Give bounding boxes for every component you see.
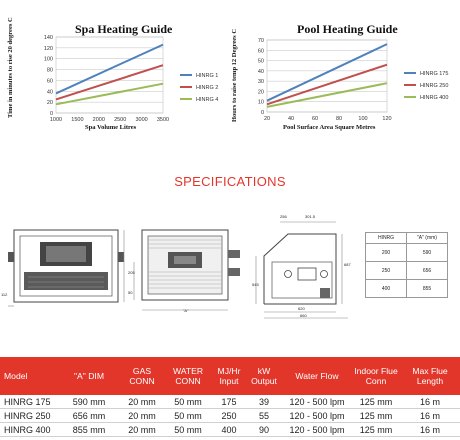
header-water-flow: Water Flow — [282, 357, 352, 395]
y-tick-label: 70 — [257, 38, 264, 44]
specifications-heading: SPECIFICATIONS — [174, 174, 286, 189]
y-tick-label: 120 — [43, 45, 53, 52]
a-dimension-value: 855 — [407, 280, 448, 298]
spa-heating-chart — [0, 0, 230, 170]
cell-water-conn: 50 mm — [164, 409, 212, 423]
dim-205: 205 — [128, 270, 135, 275]
x-tick-label: 3000 — [135, 117, 148, 123]
cell-max-flue: 16 m — [400, 409, 460, 423]
y-tick-label: 100 — [43, 56, 53, 63]
header-indoor-flue: Indoor Flue Conn — [352, 357, 400, 395]
y-tick-label: 0 — [260, 110, 264, 116]
spa-chart-title: Spa Heating Guide — [75, 22, 173, 36]
y-tick-label: 60 — [46, 78, 53, 85]
dim-660: 660 — [300, 313, 307, 318]
x-tick-label: 2500 — [114, 117, 127, 123]
cell-indoor-flue: 125 mm — [352, 423, 400, 437]
cell-max-flue: 16 m — [400, 423, 460, 437]
cell-water-flow: 120 - 500 lpm — [282, 423, 352, 437]
header-water-conn: WATER CONN — [164, 357, 212, 395]
header-a-dim: "A" DIM — [58, 357, 120, 395]
dim-50: 50 — [128, 290, 133, 295]
cell-indoor-flue: 125 mm — [352, 409, 400, 423]
cell-model: HINRG 400 — [0, 423, 58, 437]
a-dimension-header-a: "A" (mm) — [407, 233, 448, 244]
x-tick-label: 1000 — [49, 117, 63, 123]
dim-112: 112 — [1, 292, 8, 297]
y-tick-label: 40 — [46, 89, 53, 96]
cell-kw-output: 55 — [246, 409, 282, 423]
dim-545: 545 — [252, 282, 259, 287]
heater-side-view-drawing — [128, 222, 248, 317]
plot-area — [267, 40, 387, 112]
x-tick-label: 1500 — [71, 117, 84, 123]
y-tick-label: 140 — [43, 35, 53, 41]
legend-label: HINRG 250 — [420, 83, 449, 89]
x-tick-label: 80 — [335, 116, 343, 122]
legend-label: HINRG 175 — [420, 71, 449, 77]
x-tick-label: 120 — [382, 116, 392, 122]
a-dimension-table — [365, 232, 448, 298]
a-dimension-value: 590 — [407, 244, 448, 262]
a-dimension-row — [366, 280, 448, 298]
specifications-table — [0, 357, 460, 437]
a-dimension-model: 400 — [366, 280, 407, 298]
cell-mj-input: 175 — [212, 395, 246, 409]
dim-301-5: 301.5 — [305, 214, 316, 219]
x-tick-label: 2000 — [92, 117, 105, 123]
dim-620: 620 — [298, 306, 305, 311]
x-tick-label: 20 — [263, 116, 271, 122]
pool-x-axis-label: Pool Surface Area Square Metres — [283, 124, 376, 131]
cell-kw-output: 90 — [246, 423, 282, 437]
header-model: Model — [0, 357, 58, 395]
a-dimension-model: 250 — [366, 262, 407, 280]
cell-a-dim: 656 mm — [58, 409, 120, 423]
y-tick-label: 20 — [46, 100, 53, 107]
a-dimension-row — [366, 262, 448, 280]
a-dimension-row — [366, 244, 448, 262]
heater-profile-view-drawing — [250, 216, 362, 322]
cell-kw-output: 39 — [246, 395, 282, 409]
table-row — [0, 423, 460, 437]
legend-label: HINRG 400 — [420, 95, 449, 101]
cell-gas-conn: 20 mm — [120, 395, 164, 409]
dim-256: 256 — [280, 214, 287, 219]
cell-water-conn: 50 mm — [164, 395, 212, 409]
cell-mj-input: 250 — [212, 409, 246, 423]
a-dimension-header-model: HINRG — [366, 233, 407, 244]
y-tick-label: 10 — [257, 99, 264, 106]
y-tick-label: 0 — [49, 111, 53, 117]
y-tick-label: 60 — [257, 48, 264, 55]
cell-model: HINRG 175 — [0, 395, 58, 409]
a-dimension-header-row — [366, 233, 448, 244]
cell-water-flow: 120 - 500 lpm — [282, 395, 352, 409]
a-dimension-model: 200 — [366, 244, 407, 262]
legend-label: HINRG 4 — [196, 97, 219, 103]
cell-gas-conn: 20 mm — [120, 409, 164, 423]
pool-y-axis-label: Hours to raise temp 12 Degrees C — [231, 28, 238, 122]
cell-a-dim: 590 mm — [58, 395, 120, 409]
x-tick-label: 100 — [358, 116, 368, 122]
table-row — [0, 395, 460, 409]
cell-gas-conn: 20 mm — [120, 423, 164, 437]
x-tick-label: 3500 — [156, 117, 170, 123]
legend-label: HINRG 1 — [196, 73, 219, 79]
dim-687: 687 — [344, 262, 351, 267]
y-tick-label: 40 — [257, 68, 264, 75]
cell-max-flue: 16 m — [400, 395, 460, 409]
header-kw-output: kW Output — [246, 357, 282, 395]
cell-water-conn: 50 mm — [164, 423, 212, 437]
table-header-row — [0, 357, 460, 395]
cell-indoor-flue: 125 mm — [352, 395, 400, 409]
table-row — [0, 409, 460, 423]
header-mj-input: MJ/Hr Input — [212, 357, 246, 395]
legend-label: HINRG 2 — [196, 85, 219, 91]
a-dimension-value: 656 — [407, 262, 448, 280]
cell-model: HINRG 250 — [0, 409, 58, 423]
pool-heating-chart — [230, 0, 460, 170]
cell-a-dim: 855 mm — [58, 423, 120, 437]
y-tick-label: 80 — [46, 67, 53, 74]
dim-a: "A" — [183, 308, 189, 313]
header-gas-conn: GAS CONN — [120, 357, 164, 395]
y-tick-label: 20 — [257, 89, 264, 96]
spa-x-axis-label: Spa Volume Litres — [85, 124, 137, 131]
y-tick-label: 50 — [257, 58, 264, 65]
x-tick-label: 60 — [311, 116, 319, 122]
spa-y-axis-label: Time in minutes to rise 20 degrees C — [7, 17, 14, 118]
cell-mj-input: 400 — [212, 423, 246, 437]
y-tick-label: 30 — [257, 79, 264, 86]
header-max-flue: Max Flue Length — [400, 357, 460, 395]
pool-chart-title: Pool Heating Guide — [297, 22, 398, 36]
x-tick-label: 40 — [287, 116, 295, 122]
cell-water-flow: 120 - 500 lpm — [282, 409, 352, 423]
